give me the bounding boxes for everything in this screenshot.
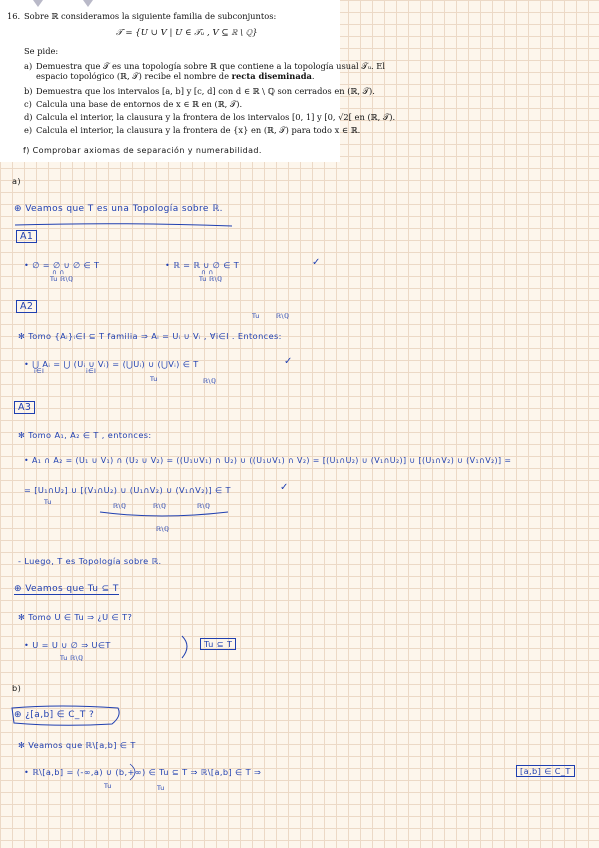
a1-empty-set: • ∅ = ∅ ∪ ∅ ∈ T: [24, 260, 100, 270]
problem-intro: Sobre ℝ consideramos la siguiente familia de subconjuntos:: [24, 11, 277, 21]
a1-real-line: • ℝ = ℝ ∪ ∅ ∈ T: [165, 260, 240, 270]
a3-sub-tu: Tu: [44, 499, 52, 506]
u-decomposition: • U = U ∪ ∅ ⇒ U∈T: [24, 640, 111, 650]
part-b-sub-tu: Tu: [104, 783, 112, 790]
part-b-sub-tu: Tu: [157, 785, 165, 792]
axiom-a3-label: A3: [14, 401, 35, 414]
task-text: Demuestra que los intervalos [a, b] y [c, d] con d ∈ ℝ \ ℚ son cerrados en (ℝ, 𝒯).: [36, 86, 375, 96]
axiom-a1-label: A1: [16, 230, 37, 243]
a2-union-equation: • ⋃ Aᵢ = ⋃ (Uᵢ ∪ Vᵢ) = (⋃Uᵢ) ∪ (⋃Vᵢ) ∈ T: [24, 359, 199, 369]
task-text: espacio topológico (ℝ, 𝒯) recibe el nombre de: [36, 71, 232, 81]
a2-top-tu: Tu: [252, 313, 260, 320]
part-b-label: b): [12, 683, 22, 693]
part-b-complement: • ℝ\[a,b] = (-∞,a) ∪ (b,+∞) ∈ Tu ⊆ T ⇒ ℝ\[a,b] ∈ T ⇒: [24, 767, 262, 777]
a3-sub-rq-total: ℝ\ℚ: [156, 526, 170, 533]
a2-top-rq: ℝ\ℚ: [276, 313, 290, 320]
a1-real-sub-labels: Tu ℝ\ℚ: [199, 276, 223, 283]
a3-sub-rq: ℝ\ℚ: [113, 503, 127, 510]
part-b-question: ⊕ ¿[a,b] ∈ C_T ?: [14, 710, 95, 720]
a1-empty-sub: ∩ ∩: [52, 269, 65, 276]
a2-take-family: ✻ Tomo {Aᵢ}ᵢ∈I ⊆ T familia ⇒ Aᵢ = Uᵢ ∪ Vᵢ , ∀i∈I . Entonces:: [18, 331, 282, 341]
task-letter: b): [24, 86, 33, 96]
veamos-tu-subset-heading: ⊕ Veamos que Tu ⊆ T: [14, 584, 119, 594]
part-b-result: [a,b] ∈ C_T: [516, 765, 575, 777]
a2-union-index: i∈I: [34, 368, 45, 375]
task-f-handwritten: f) Comprobar axiomas de separación y numerabilidad.: [23, 146, 262, 155]
veamos-topologia-heading: ⊕ Veamos que T es una Topología sobre ℝ.: [14, 204, 223, 214]
task-text: Calcula el interior, la clausura y la frontera de {x} en (ℝ, 𝒯) para todo x ∈ ℝ.: [36, 125, 361, 135]
a3-sub-rq: ℝ\ℚ: [153, 503, 167, 510]
task-text: Demuestra que 𝒯 es una topología sobre ℝ que contiene a la topología usual 𝒯ᵤ. El: [36, 61, 386, 71]
task-letter: c): [24, 99, 32, 109]
take-u-open: ✻ Tomo U ∈ Tu ⇒ ¿U ∈ T?: [18, 612, 133, 622]
a1-real-sub: ∩ ∩: [201, 269, 214, 276]
a2-union-index: i∈I: [86, 368, 97, 375]
part-a-label: a): [12, 176, 22, 186]
task-text: Calcula el interior, la clausura y la frontera de los intervalos [0, 1] y [0, √2[ en (ℝ, 𝒯).: [36, 112, 396, 122]
se-pide-label: Se pide:: [24, 46, 59, 56]
axiom-a2-label: A2: [16, 300, 37, 313]
task-letter: a): [24, 61, 33, 71]
a3-sub-rq: ℝ\ℚ: [197, 503, 211, 510]
a3-take: ✻ Tomo A₁, A₂ ∈ T , entonces:: [18, 430, 152, 440]
tu-subset-result: Tu ⊆ T: [200, 638, 236, 650]
check-icon: ✓: [312, 257, 321, 268]
check-icon: ✓: [280, 482, 289, 493]
task-letter: e): [24, 125, 33, 135]
a3-intersection-line2: = [U₁∩U₂] ∪ [(V₁∩U₂) ∪ (U₁∩V₂) ∪ (V₁∩V₂)] ∈ T: [24, 485, 231, 495]
task-text: .: [311, 71, 315, 81]
a3-intersection-line1: • A₁ ∩ A₂ = (U₁ ∪ V₁) ∩ (U₂ ∪ V₂) = ((U₁∪V₁) ∩ U₂) ∪ ((U₁∪V₁) ∩ V₂) = [(U₁∩U₂) ∪ (V₁∩U₂)] ∪ [(U₁∩V₂) ∪ (V₁∩V₂)] =: [24, 456, 512, 465]
topology-family-formula: 𝒯 = {U ∪ V | U ∈ 𝒯ᵤ , V ⊆ ℝ \ ℚ}: [116, 28, 258, 38]
conclusion-topology: - Luego, T es Topología sobre ℝ.: [18, 556, 162, 566]
a1-empty-sub-labels: Tu ℝ\ℚ: [50, 276, 74, 283]
u-decomposition-sub: Tu ℝ\ℚ: [60, 655, 84, 662]
check-icon: ✓: [284, 356, 293, 367]
part-b-veamos: ✻ Veamos que ℝ\[a,b] ∈ T: [18, 740, 136, 750]
a2-union-tu: Tu: [150, 376, 158, 383]
task-letter: d): [24, 112, 33, 122]
a2-union-rq: ℝ\ℚ: [203, 378, 217, 385]
recta-diseminada-term: recta diseminada: [231, 71, 312, 81]
task-text: Calcula una base de entornos de x ∈ ℝ en (ℝ, 𝒯).: [36, 99, 243, 109]
problem-number: 16.: [7, 11, 21, 21]
